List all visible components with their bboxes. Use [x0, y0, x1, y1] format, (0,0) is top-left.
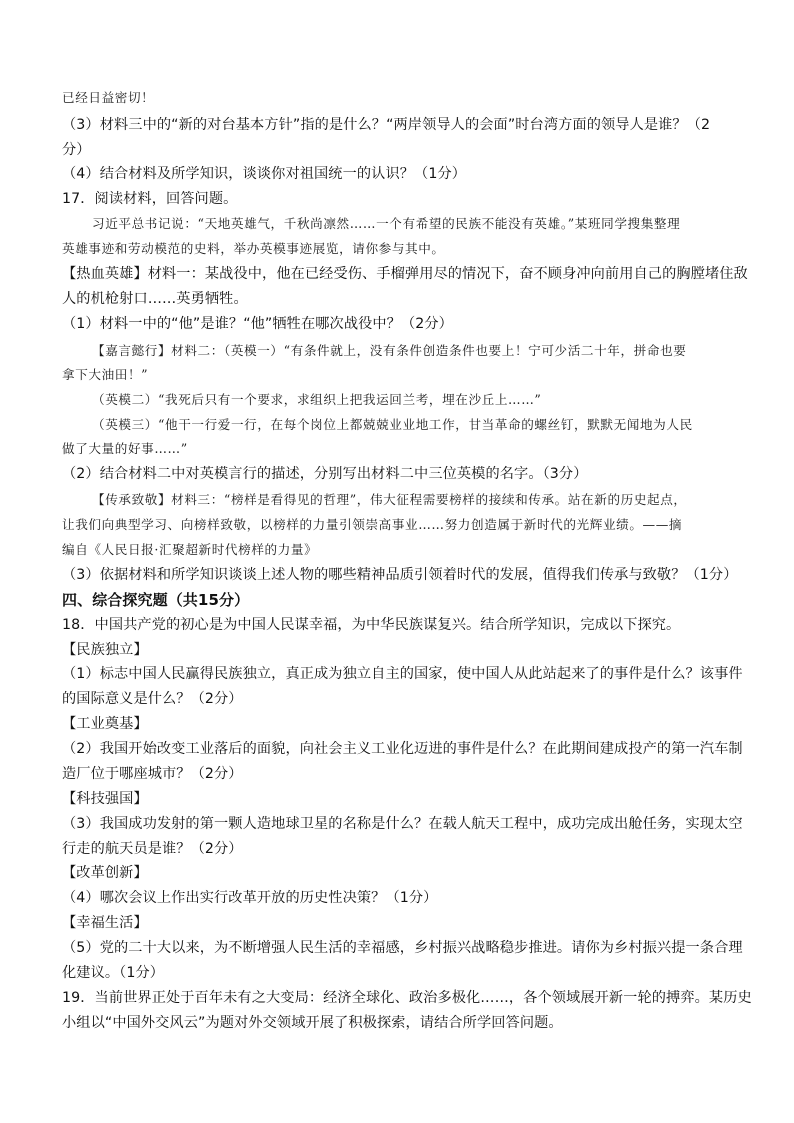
material-quote: 英雄事迹和劳动模范的史料，举办英模事迹展览，请你参与其中。 — [62, 241, 445, 256]
material-quote: 习近平总书记说：“天地英雄气，千秋尚凛然……一个有希望的民族不能没有英雄。”某班同学搜集整理 — [92, 216, 681, 231]
question-17-1: （1）材料一中的“他”是谁？“他”牺牲在哪次战役中？（2分） — [62, 316, 453, 332]
question-18-title: 18．中国共产党的初心是为中国人民谋幸福，为中华民族谋复兴。结合所学知识，完成以下探究。 — [62, 617, 681, 633]
material-two: （英模三）“他干一行爱一行，在每个岗位上都兢兢业业地工作，甘当革命的螺丝钉，默默无闻地为人民 — [92, 417, 693, 432]
question-4-text: （4）结合材料及所学知识，谈谈你对祖国统一的认识？（1分） — [62, 166, 467, 182]
question-18-1: 的国际意义是什么？（2分） — [62, 691, 243, 707]
question-18-5: 化建议。（1分） — [62, 965, 165, 981]
question-3-text: （3）材料三中的“新的对台基本方针”指的是什么？“两岸领导人的会面”时台湾方面的领导人是谁？（2 — [62, 117, 711, 133]
material-two: （英模二）“我死后只有一个要求，求组织上把我运回兰考，埋在沙丘上……” — [92, 392, 542, 407]
material-one: 人的机枪射口……英勇牺牲。 — [62, 291, 248, 307]
question-18-2: （2）我国开始改变工业落后的面貌，向社会主义工业化迈进的事件是什么？在此期间建成投产的第一汽车制 — [62, 741, 743, 757]
question-17-title: 17．阅读材料，回答问题。 — [62, 191, 238, 207]
question-19-title: 19．当前世界正处于百年未有之大变局：经济全球化、政治多极化……，各个领域展开新一轮的搏弈。某历史 — [62, 990, 752, 1006]
material-one: 【热血英雄】材料一：某战役中，他在已经受伤、手榴弹用尽的情况下，奋不顾身冲向前用自己的胸膛堵住敌 — [62, 266, 748, 282]
text-line: 分） — [62, 142, 91, 158]
subheading: 【改革创新】 — [62, 865, 148, 881]
text-line: 已经日益密切！ — [62, 90, 155, 105]
question-18-1: （1）标志中国人民赢得民族独立，真正成为独立自主的国家，使中国人从此站起来了的事件是什么？该事件 — [62, 666, 743, 682]
material-two: 拿下大油田！” — [62, 367, 149, 382]
subheading: 【工业奠基】 — [62, 716, 148, 732]
material-three: 【传承致敬】材料三：“榜样是看得见的哲理”，伟大征程需要榜样的接续和传承。站在新的历史起点， — [92, 492, 687, 507]
question-18-3: （3）我国成功发射的第一颗人造地球卫星的名称是什么？在载人航天工程中，成功完成出舱任务，实现太空 — [62, 816, 743, 832]
subheading: 【科技强国】 — [62, 791, 148, 807]
question-18-5: （5）党的二十大以来，为不断增强人民生活的幸福感，乡村振兴战略稳步推进。请你为乡村振兴提一条合理 — [62, 940, 743, 956]
question-17-2: （2）结合材料二中对英模言行的描述，分别写出材料二中三位英模的名字。（3分） — [62, 466, 588, 482]
material-two: 【嘉言懿行】材料二：（英模一）“有条件就上，没有条件创造条件也要上！宁可少活二十年，拼命也要 — [92, 343, 687, 358]
material-three: 让我们向典型学习、向榜样致敬，以榜样的力量引领崇高事业……努力创造属于新时代的光辉业绩。——摘 — [62, 517, 683, 532]
section-heading: 四、综合探究题（共15分） — [62, 591, 250, 609]
subheading: 【民族独立】 — [62, 642, 148, 658]
material-three: 编自《人民日报·汇聚超新时代榜样的力量》 — [62, 542, 318, 557]
question-19-title: 小组以“中国外交风云”为题对外交领域开展了积极探索，请结合所学回答问题。 — [62, 1015, 563, 1031]
subheading: 【幸福生活】 — [62, 915, 148, 931]
question-18-4: （4）哪次会议上作出实行改革开放的历史性决策？（1分） — [62, 890, 438, 906]
question-18-3: 行走的航天员是谁？（2分） — [62, 841, 243, 857]
question-17-3: （3）依据材料和所学知识谈谈上述人物的哪些精神品质引领着时代的发展，值得我们传承与致敬？（1分） — [62, 567, 738, 583]
question-18-2: 造厂位于哪座城市？（2分） — [62, 766, 243, 782]
material-two: 做了大量的好事……” — [62, 441, 188, 456]
